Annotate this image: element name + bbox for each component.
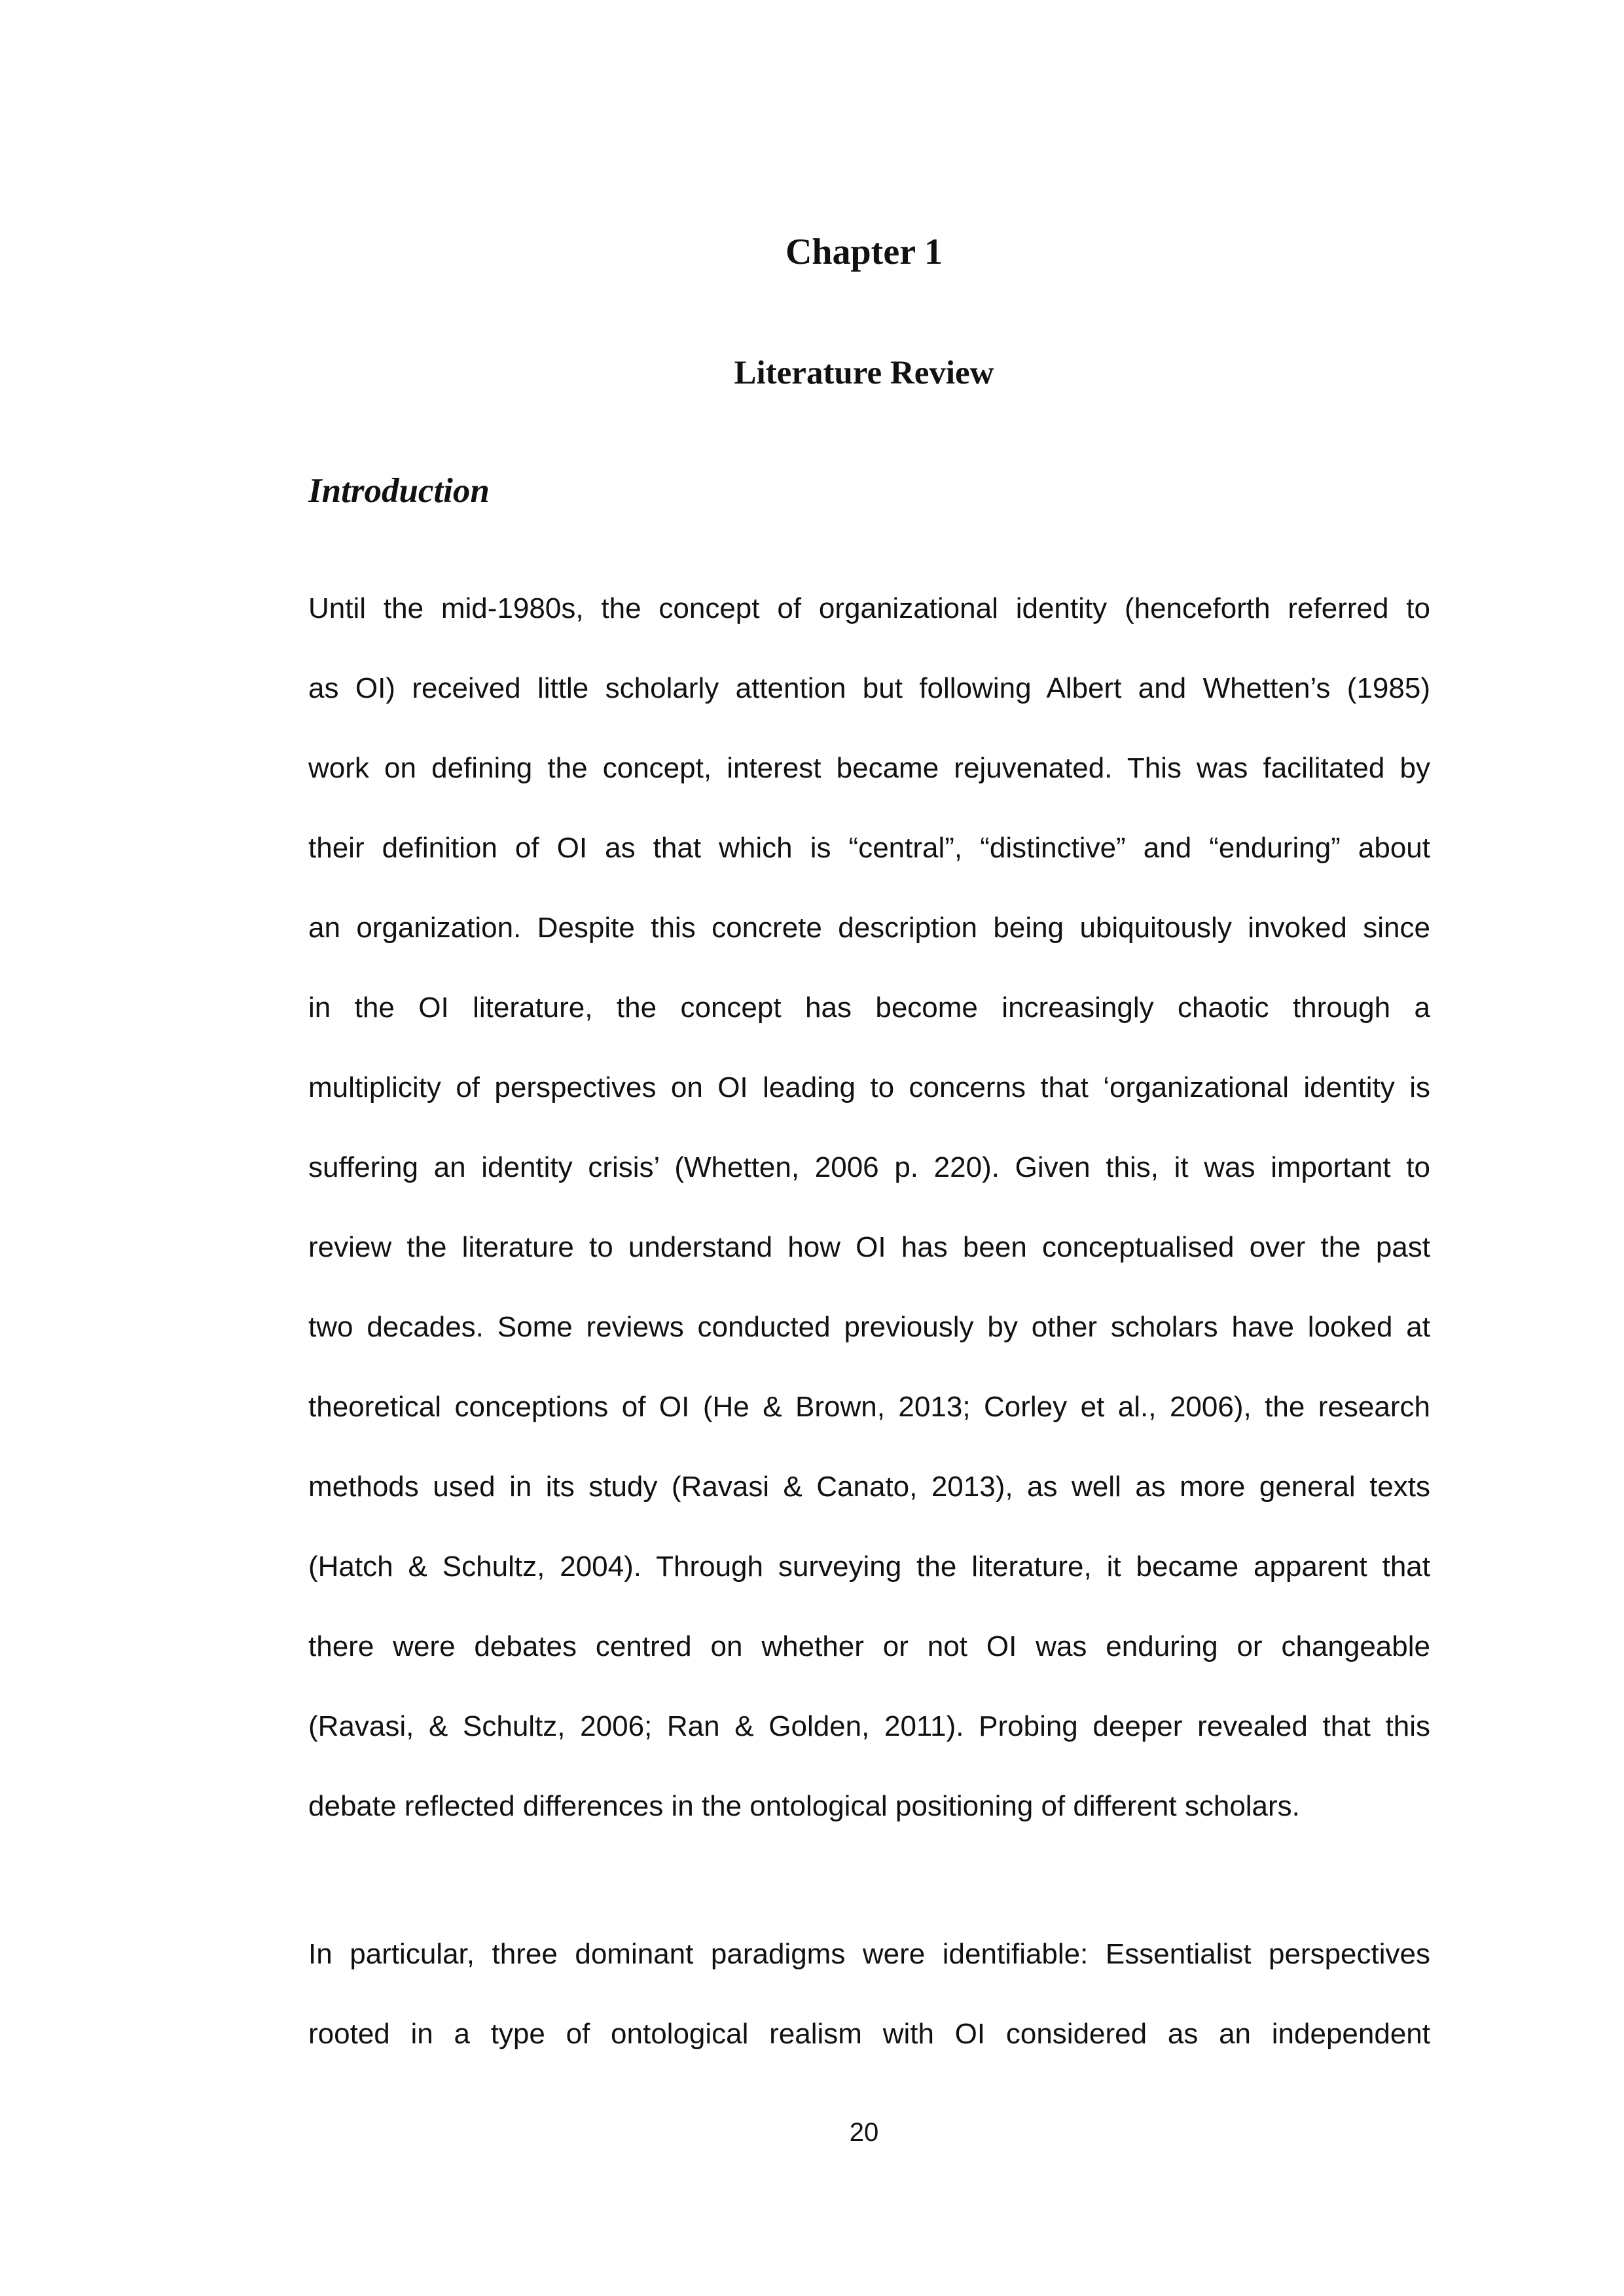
- text-line: two decades. Some reviews conducted previously by other scholars have looked at: [308, 1311, 1430, 1343]
- text-line: in the OI literature, the concept has become increasingly chaotic through a: [308, 992, 1430, 1024]
- text-line: an organization. Despite this concrete description being ubiquitously invoked since: [308, 912, 1430, 944]
- text-line: debate reflected differences in the ontological positioning of different scholars.: [308, 1790, 1300, 1822]
- text-line: multiplicity of perspectives on OI leading to concerns that ‘organizational identity is: [308, 1071, 1430, 1103]
- text-line: suffering an identity crisis’ (Whetten, 2006 p. 220). Given this, it was important to: [308, 1151, 1430, 1183]
- chapter-subtitle: Literature Review: [734, 355, 994, 391]
- text-line: work on defining the concept, interest became rejuvenated. This was facilitated by: [308, 752, 1430, 784]
- text-line: theoretical conceptions of OI (He & Brown, 2013; Corley et al., 2006), the research: [308, 1391, 1430, 1423]
- text-line: Until the mid-1980s, the concept of organizational identity (henceforth referred to: [308, 592, 1430, 624]
- text-line: rooted in a type of ontological realism with OI considered as an independent: [308, 2018, 1430, 2050]
- text-line: there were debates centred on whether or not OI was enduring or changeable: [308, 1630, 1430, 1662]
- text-line: (Ravasi, & Schultz, 2006; Ran & Golden, 2011). Probing deeper revealed that this: [308, 1710, 1430, 1742]
- text-line: as OI) received little scholarly attention but following Albert and Whetten’s (1985): [308, 672, 1430, 704]
- text-line: (Hatch & Schultz, 2004). Through surveying the literature, it became apparent that: [308, 1551, 1430, 1583]
- text-line: their definition of OI as that which is “central”, “distinctive” and “enduring” about: [308, 832, 1430, 864]
- page-number: 20: [849, 2118, 879, 2147]
- text-line: review the literature to understand how OI has been conceptualised over the past: [308, 1231, 1430, 1263]
- paragraph: [308, 583, 1430, 1860]
- text-line: In particular, three dominant paradigms were identifiable: Essentialist perspectives: [308, 1938, 1430, 1970]
- chapter-title: Chapter 1: [785, 232, 943, 272]
- paragraph: [308, 1928, 1430, 2088]
- text-line: methods used in its study (Ravasi & Canato, 2013), as well as more general texts: [308, 1471, 1430, 1503]
- section-heading: Introduction: [308, 472, 490, 510]
